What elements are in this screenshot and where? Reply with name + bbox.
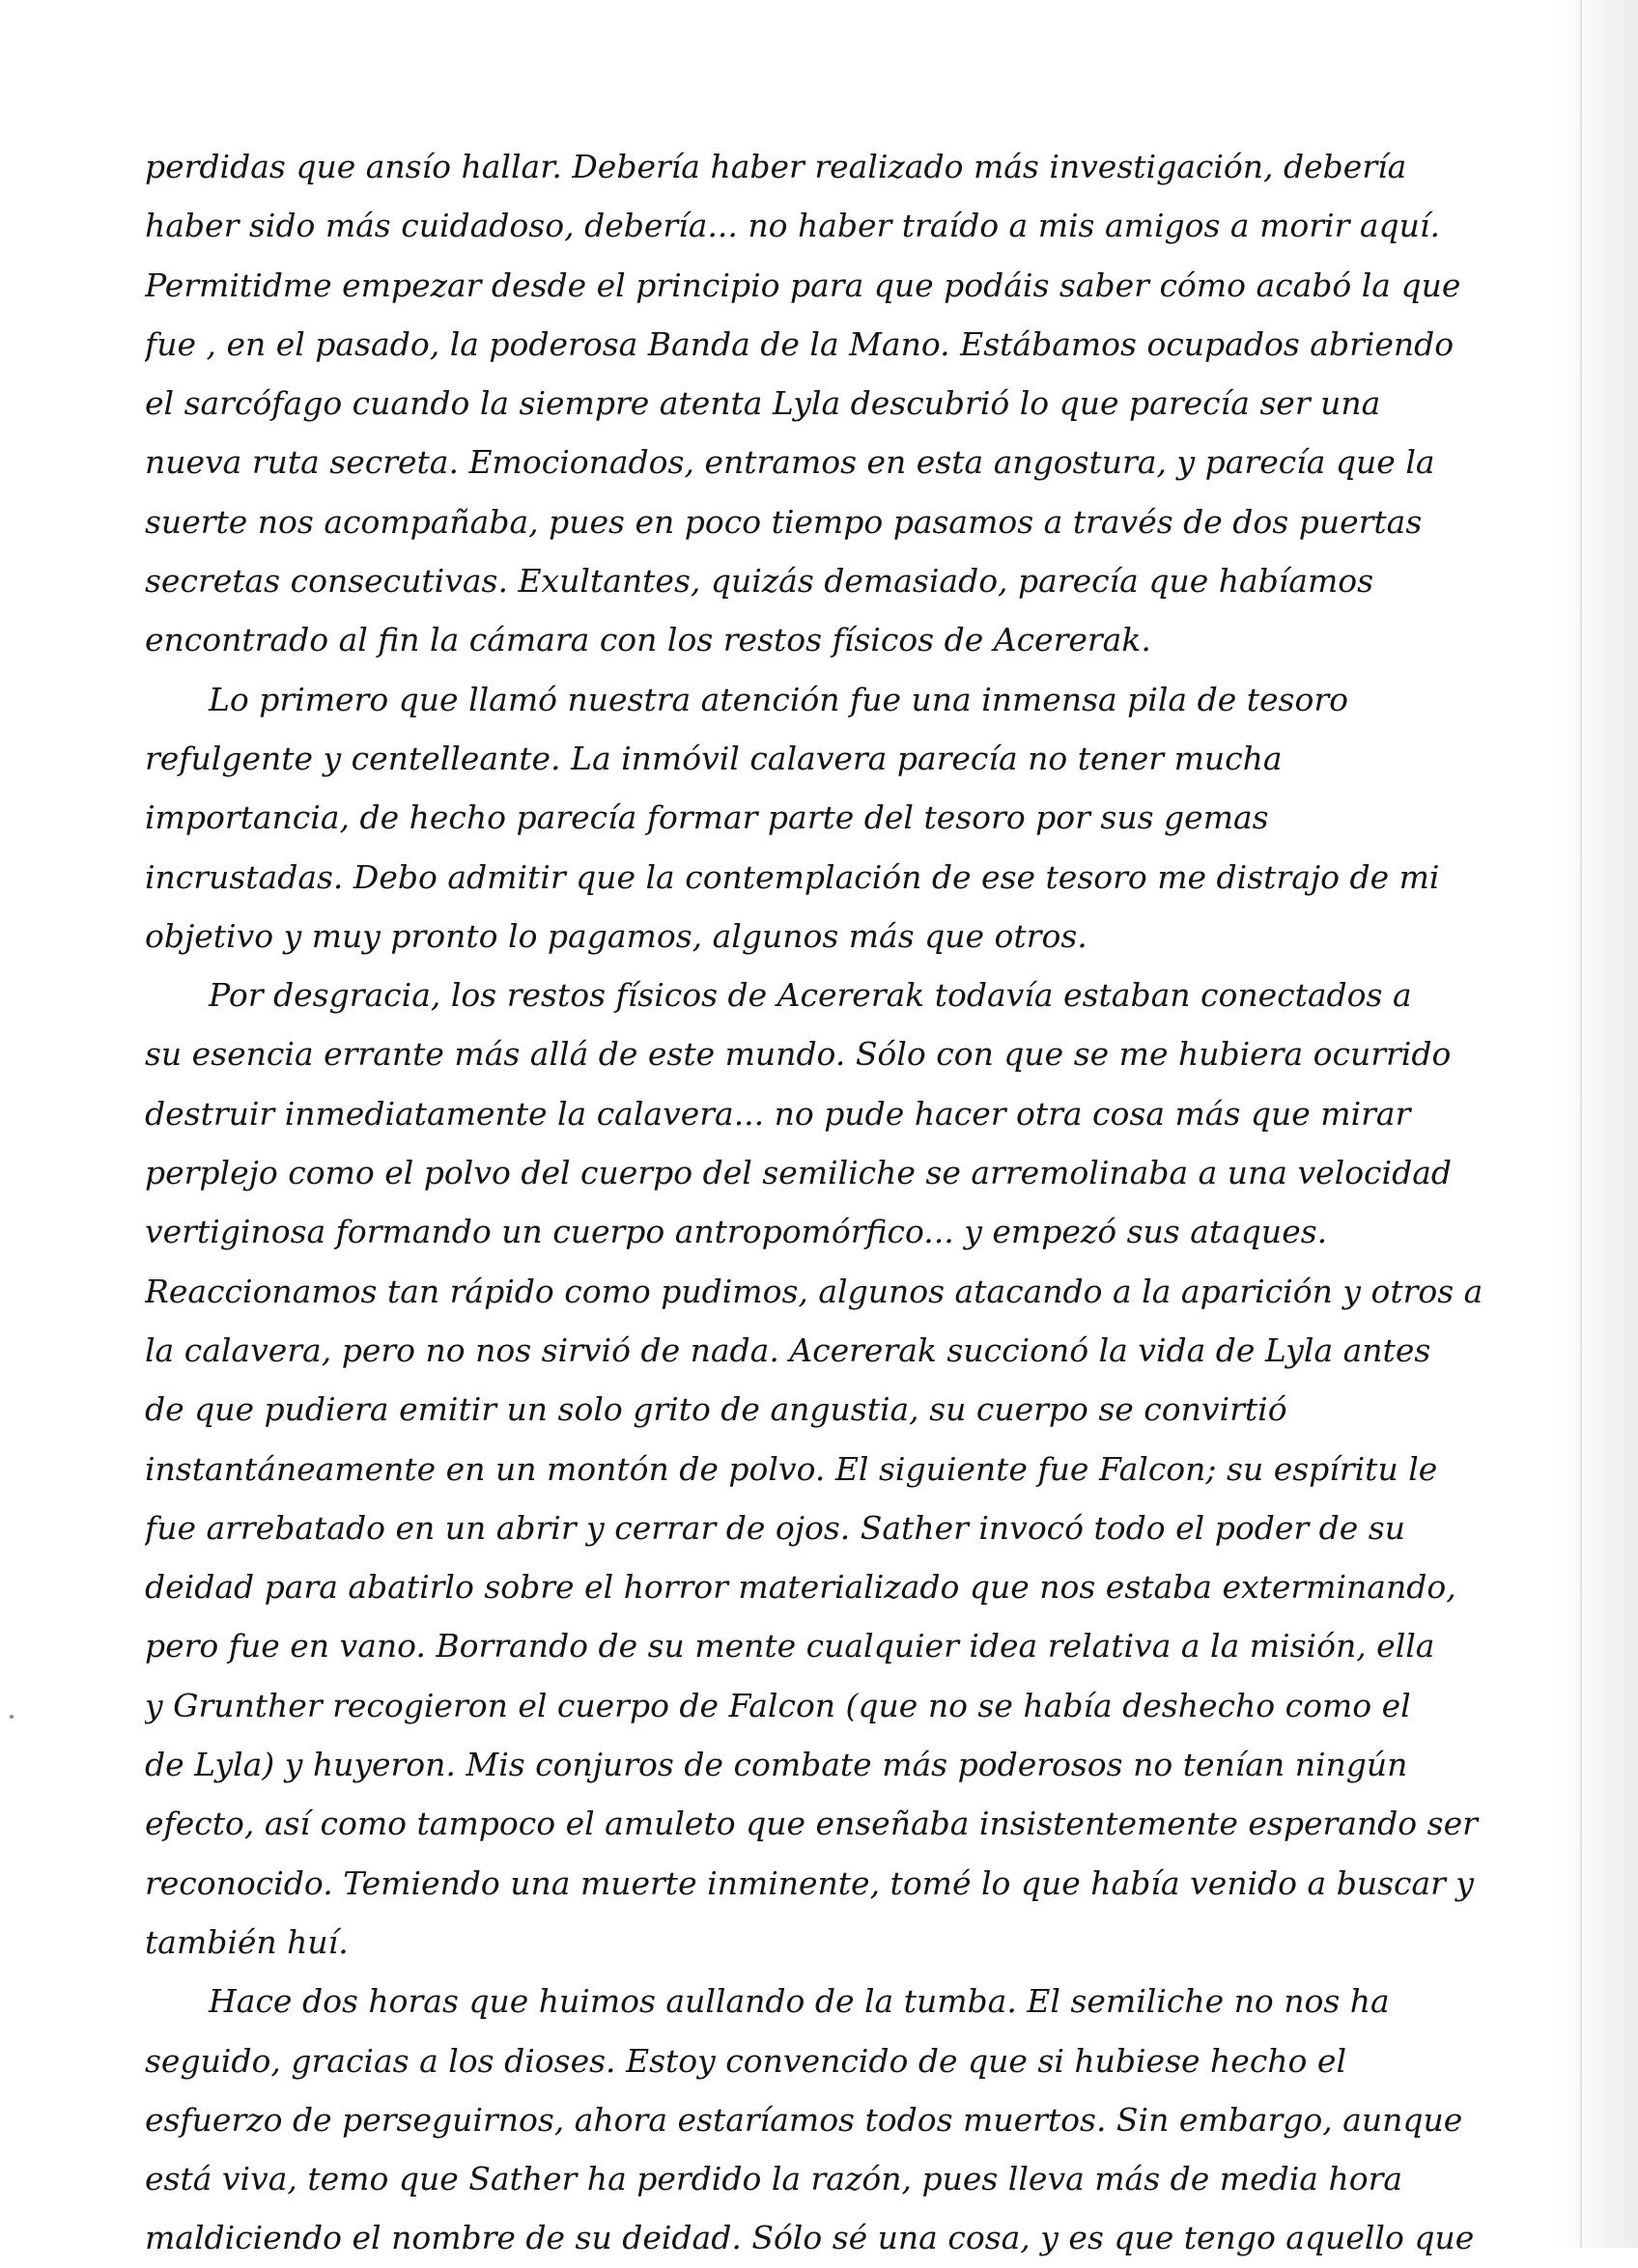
text-line: secretas consecutivas. Exultantes, quizás demasiado, parecía que habíamos [145,562,1374,601]
text-line: incrustadas. Debo admitir que la contemplación de ese tesoro me distrajo de mi [145,857,1440,896]
text-line: instantáneamente en un montón de polvo. El siguiente fue Falcon; su espíritu le [145,1449,1438,1488]
text-line: la calavera, pero no nos sirvió de nada. Acererak succionó la vida de Lyla antes [145,1330,1431,1369]
text-line: importancia, de hecho parecía formar parte del tesoro por sus gemas [145,798,1269,837]
paragraph-start-line: Por desgracia, los restos físicos de Acererak todavía estaban conectados a [209,976,1412,1015]
scan-speck [10,1715,14,1719]
text-line: de que pudiera emitir un solo grito de angustia, su cuerpo se convirtió [145,1390,1287,1429]
text-line: perdidas que ansío hallar. Debería haber realizado más investigación, debería [145,148,1407,185]
text-line: esfuerzo de perseguirnos, ahora estaríamos todos muertos. Sin embargo, aunque [145,2100,1463,2139]
text-line: su esencia errante más allá de este mundo. Sólo con que se me hubiera ocurrido [145,1035,1452,1074]
text-line: reconocido. Temiendo una muerte inminente, tomé lo que había venido a buscar y [145,1863,1475,1902]
text-line: el sarcófago cuando la siempre atenta Lyla descubrió lo que parecía ser una [145,384,1381,423]
page-edge-line [1580,0,1582,2248]
text-line: Reaccionamos tan rápido como pudimos, algunos atacando a la aparición y otros a [145,1272,1483,1310]
paragraph-start-line: Hace dos horas que huimos aullando de la tumba. El semiliche no nos ha [209,1982,1390,2021]
text-line: efecto, así como tampoco el amuleto que enseñaba insistentemente esperando ser [145,1805,1478,1843]
text-line: haber sido más cuidadoso, debería... no haber traído a mis amigos a morir aquí. [145,207,1440,245]
text-line: seguido, gracias a los dioses. Estoy convencido de que si hubiese hecho el [145,2041,1346,2080]
text-line: y Grunther recogieron el cuerpo de Falcon (que no se había deshecho como el [145,1686,1411,1724]
text-line: objetivo y muy pronto lo pagamos, algunos más que otros. [145,916,1087,955]
text-line: también huí. [145,1922,349,1961]
text-line: perplejo como el polvo del cuerpo del semiliche se arremolinaba a una velocidad [145,1154,1453,1192]
text-line: de Lyla) y huyeron. Mis conjuros de combate más poderosos no tenían ningún [145,1746,1408,1784]
text-line: refulgente y centelleante. La inmóvil calavera parecía no tener mucha [145,739,1283,777]
text-line: pero fue en vano. Borrando de su mente cualquier idea relativa a la misión, ella [145,1627,1435,1666]
text-line: destruir inmediatamente la calavera... no pude hacer otra cosa más que mirar [145,1094,1411,1133]
text-line: vertiginosa formando un cuerpo antropomórfico... y empezó sus ataques. [145,1213,1328,1251]
page-edge-shadow [1555,0,1638,2248]
paragraph-start-line: Lo primero que llamó nuestra atención fue una inmensa pila de tesoro [209,680,1348,718]
text-line: encontrado al fin la cámara con los restos físicos de Acererak. [145,621,1151,659]
text-line: fue , en el pasado, la poderosa Banda de la Mano. Estábamos ocupados abriendo [145,324,1454,363]
text-line: deidad para abatirlo sobre el horror materializado que nos estaba exterminando, [145,1568,1456,1607]
text-line: nueva ruta secreta. Emocionados, entramos en esta angostura, y parecía que la [145,443,1435,482]
text-line: está viva, temo que Sather ha perdido la razón, pues lleva más de media hora [145,2160,1403,2198]
text-line: fue arrebatado en un abrir y cerrar de ojos. Sather invocó todo el poder de su [145,1508,1405,1547]
text-line: maldiciendo el nombre de su deidad. Sólo sé una cosa, y es que tengo aquello que [145,2219,1475,2257]
handwritten-text-body [145,137,1526,2268]
text-line: Permitidme empezar desde el principio para que podáis saber cómo acabó la que [145,266,1461,304]
text-line: suerte nos acompañaba, pues en poco tiempo pasamos a través de dos puertas [145,502,1423,541]
